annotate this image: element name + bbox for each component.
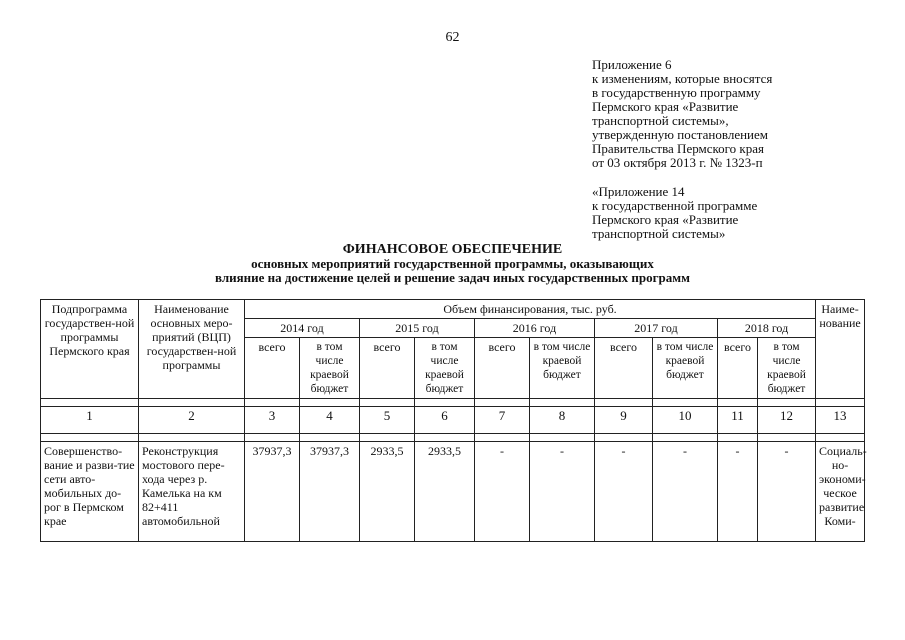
column-number: 8 — [530, 407, 595, 434]
header-total: всего — [595, 338, 653, 399]
header-regional: в том числе краевой бюджет — [300, 338, 360, 399]
cell-name: Социаль-но-экономи-ческое развитие Коми- — [816, 442, 865, 542]
cell-value: - — [758, 442, 816, 542]
title-line-2: основных мероприятий государственной программы, оказывающих — [251, 256, 654, 271]
annex-line: Правительства Пермского края — [592, 141, 764, 156]
header-regional: в том числе краевой бюджет — [653, 338, 718, 399]
header-total: всего — [360, 338, 415, 399]
column-number: 6 — [415, 407, 475, 434]
header-year-2016: 2016 год — [475, 319, 595, 338]
cell-value: 2933,5 — [360, 442, 415, 542]
cell-activity: Реконструкция мостового пере-хода через р. Камелька на км 82+411 автомобильной — [139, 442, 245, 542]
column-number: 7 — [475, 407, 530, 434]
column-number: 2 — [139, 407, 245, 434]
annex-line: транспортной системы», — [592, 113, 729, 128]
cell-value: 2933,5 — [415, 442, 475, 542]
table-row — [41, 442, 865, 542]
annex-line: от 03 октября 2013 г. № 1323-п — [592, 155, 763, 170]
annex-line: к государственной программе — [592, 198, 758, 213]
annex-block — [592, 58, 772, 241]
header-year-2018: 2018 год — [718, 319, 816, 338]
header-year-2017: 2017 год — [595, 319, 718, 338]
column-number: 1 — [41, 407, 139, 434]
cell-value: 37937,3 — [245, 442, 300, 542]
financing-table — [40, 299, 865, 542]
header-funding: Объем финансирования, тыс. руб. — [245, 300, 816, 319]
column-number: 13 — [816, 407, 865, 434]
column-number: 10 — [653, 407, 718, 434]
cell-subprogram: Совершенство-вание и разви-тие сети авто-мобильных до-рог в Пермском крае — [41, 442, 139, 542]
column-number: 3 — [245, 407, 300, 434]
header-activity: Наименование основных меро-приятий (ВЦП) государствен-ной программы — [139, 300, 245, 399]
header-year-2015: 2015 год — [360, 319, 475, 338]
header-total: всего — [718, 338, 758, 399]
cell-value: - — [530, 442, 595, 542]
annex-line: транспортной системы» — [592, 226, 726, 241]
cell-value: - — [475, 442, 530, 542]
column-number: 4 — [300, 407, 360, 434]
annex-line: Пермского края «Развитие — [592, 212, 739, 227]
header-regional: в том числе краевой бюджет — [758, 338, 816, 399]
cell-value: - — [718, 442, 758, 542]
page-number: 62 — [445, 30, 460, 45]
cell-value: - — [595, 442, 653, 542]
annex-line: к изменениям, которые вносятся — [592, 71, 773, 86]
header-regional: в том числе краевой бюджет — [415, 338, 475, 399]
column-number: 9 — [595, 407, 653, 434]
cell-value: - — [653, 442, 718, 542]
annex-line: утвержденную постановлением — [592, 127, 769, 142]
header-total: всего — [475, 338, 530, 399]
document-title — [0, 242, 905, 285]
annex-line: в государственную программу — [592, 85, 761, 100]
annex-line: Приложение 6 — [592, 57, 672, 72]
title-line-3: влияние на достижение целей и решение задач иных государственных программ — [214, 270, 690, 285]
column-number: 11 — [718, 407, 758, 434]
header-name: Наиме-нование — [816, 300, 865, 399]
header-total: всего — [245, 338, 300, 399]
column-number: 5 — [360, 407, 415, 434]
header-subprogram: Подпрограмма государствен-ной программы Пермского края — [41, 300, 139, 399]
annex-line: Пермского края «Развитие — [592, 99, 739, 114]
title-line-1: ФИНАНСОВОЕ ОБЕСПЕЧЕНИЕ — [342, 242, 563, 257]
cell-value: 37937,3 — [300, 442, 360, 542]
annex-line: «Приложение 14 — [592, 184, 685, 199]
column-number: 12 — [758, 407, 816, 434]
header-year-2014: 2014 год — [245, 319, 360, 338]
header-regional: в том числе краевой бюджет — [530, 338, 595, 399]
